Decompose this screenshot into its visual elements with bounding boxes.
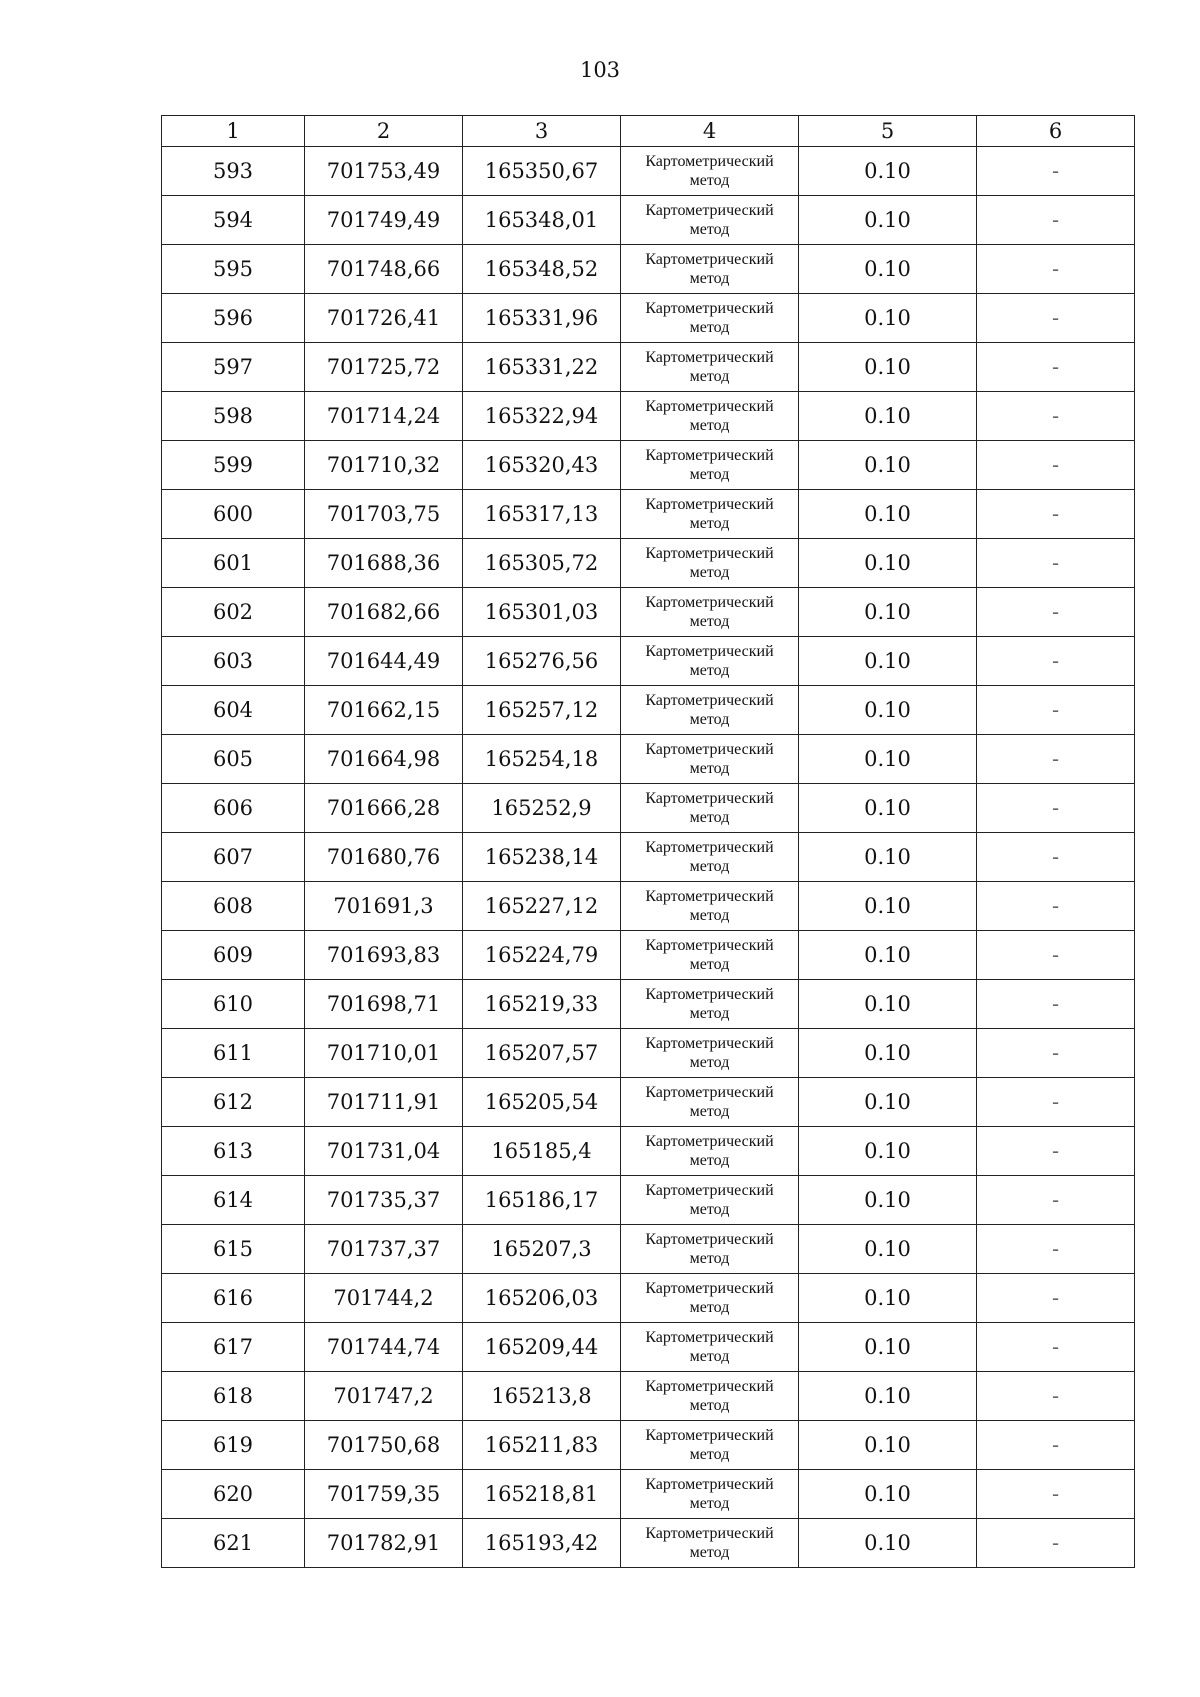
table-row — [162, 196, 1135, 245]
precision-cell: 0.10 — [799, 392, 977, 441]
note-cell: - — [977, 637, 1135, 686]
y-coordinate-cell: 165205,54 — [463, 1078, 621, 1127]
method-line1: Картометрический — [645, 1280, 774, 1297]
note-cell: - — [977, 686, 1135, 735]
point-number-cell: 610 — [162, 980, 305, 1029]
note-cell: - — [977, 490, 1135, 539]
method-line2: метод — [689, 466, 730, 483]
method-cell — [621, 392, 799, 441]
method-line2: метод — [689, 172, 730, 189]
method-line1: Картометрический — [645, 888, 774, 905]
note-cell: - — [977, 1519, 1135, 1568]
method-line2: метод — [689, 1250, 730, 1267]
note-cell: - — [977, 1225, 1135, 1274]
method-line2: метод — [689, 1103, 730, 1120]
y-coordinate-cell: 165218,81 — [463, 1470, 621, 1519]
method-cell — [621, 686, 799, 735]
table-row — [162, 980, 1135, 1029]
precision-cell: 0.10 — [799, 637, 977, 686]
point-number-cell: 621 — [162, 1519, 305, 1568]
table-row — [162, 1127, 1135, 1176]
y-coordinate-cell: 165193,42 — [463, 1519, 621, 1568]
note-cell: - — [977, 294, 1135, 343]
y-coordinate-cell: 165331,96 — [463, 294, 621, 343]
precision-cell: 0.10 — [799, 1421, 977, 1470]
precision-cell: 0.10 — [799, 1127, 977, 1176]
table-row — [162, 245, 1135, 294]
point-number-cell: 594 — [162, 196, 305, 245]
note-cell: - — [977, 882, 1135, 931]
method-line1: Картометрический — [645, 692, 774, 709]
precision-cell: 0.10 — [799, 245, 977, 294]
method-line1: Картометрический — [645, 349, 774, 366]
method-line1: Картометрический — [645, 1084, 774, 1101]
method-cell — [621, 1225, 799, 1274]
method-line1: Картометрический — [645, 1182, 774, 1199]
method-cell — [621, 1127, 799, 1176]
method-line2: метод — [689, 417, 730, 434]
precision-cell: 0.10 — [799, 196, 977, 245]
table-row — [162, 1470, 1135, 1519]
table-row — [162, 1029, 1135, 1078]
table-row — [162, 490, 1135, 539]
x-coordinate-cell: 701731,04 — [305, 1127, 463, 1176]
method-line2: метод — [689, 858, 730, 875]
x-coordinate-cell: 701748,66 — [305, 245, 463, 294]
table-row — [162, 392, 1135, 441]
method-cell — [621, 931, 799, 980]
precision-cell: 0.10 — [799, 588, 977, 637]
precision-cell: 0.10 — [799, 931, 977, 980]
x-coordinate-cell: 701662,15 — [305, 686, 463, 735]
table-row — [162, 539, 1135, 588]
point-number-cell: 612 — [162, 1078, 305, 1127]
y-coordinate-cell: 165322,94 — [463, 392, 621, 441]
table-row — [162, 931, 1135, 980]
method-line2: метод — [689, 1005, 730, 1022]
method-line2: метод — [689, 1348, 730, 1365]
table-row — [162, 882, 1135, 931]
note-cell: - — [977, 245, 1135, 294]
method-line1: Картометрический — [645, 937, 774, 954]
note-cell: - — [977, 1176, 1135, 1225]
y-coordinate-cell: 165213,8 — [463, 1372, 621, 1421]
method-cell — [621, 735, 799, 784]
method-cell — [621, 1470, 799, 1519]
method-line2: метод — [689, 711, 730, 728]
y-coordinate-cell: 165224,79 — [463, 931, 621, 980]
method-line1: Картометрический — [645, 398, 774, 415]
point-number-cell: 617 — [162, 1323, 305, 1372]
column-header: 6 — [977, 116, 1135, 147]
note-cell: - — [977, 1323, 1135, 1372]
y-coordinate-cell: 165257,12 — [463, 686, 621, 735]
point-number-cell: 606 — [162, 784, 305, 833]
x-coordinate-cell: 701698,71 — [305, 980, 463, 1029]
method-line2: метод — [689, 956, 730, 973]
method-cell — [621, 1029, 799, 1078]
point-number-cell: 613 — [162, 1127, 305, 1176]
precision-cell: 0.10 — [799, 441, 977, 490]
precision-cell: 0.10 — [799, 294, 977, 343]
y-coordinate-cell: 165305,72 — [463, 539, 621, 588]
method-cell — [621, 490, 799, 539]
point-number-cell: 600 — [162, 490, 305, 539]
x-coordinate-cell: 701703,75 — [305, 490, 463, 539]
method-line2: метод — [689, 1054, 730, 1071]
note-cell: - — [977, 441, 1135, 490]
x-coordinate-cell: 701744,2 — [305, 1274, 463, 1323]
x-coordinate-cell: 701693,83 — [305, 931, 463, 980]
note-cell: - — [977, 735, 1135, 784]
precision-cell: 0.10 — [799, 1372, 977, 1421]
method-line1: Картометрический — [645, 447, 774, 464]
precision-cell: 0.10 — [799, 1274, 977, 1323]
table-row — [162, 1323, 1135, 1372]
note-cell: - — [977, 1421, 1135, 1470]
column-header: 3 — [463, 116, 621, 147]
x-coordinate-cell: 701710,32 — [305, 441, 463, 490]
precision-cell: 0.10 — [799, 1470, 977, 1519]
precision-cell: 0.10 — [799, 980, 977, 1029]
method-line1: Картометрический — [645, 1476, 774, 1493]
method-line1: Картометрический — [645, 300, 774, 317]
point-number-cell: 616 — [162, 1274, 305, 1323]
method-line2: метод — [689, 662, 730, 679]
method-line2: метод — [689, 319, 730, 336]
y-coordinate-cell: 165211,83 — [463, 1421, 621, 1470]
note-cell: - — [977, 1078, 1135, 1127]
precision-cell: 0.10 — [799, 490, 977, 539]
table-row — [162, 735, 1135, 784]
note-cell: - — [977, 343, 1135, 392]
method-line1: Картометрический — [645, 1525, 774, 1542]
method-line2: метод — [689, 1299, 730, 1316]
method-cell — [621, 539, 799, 588]
method-line2: метод — [689, 1446, 730, 1463]
point-number-cell: 620 — [162, 1470, 305, 1519]
method-cell — [621, 637, 799, 686]
y-coordinate-cell: 165348,01 — [463, 196, 621, 245]
note-cell: - — [977, 1029, 1135, 1078]
method-cell — [621, 343, 799, 392]
precision-cell: 0.10 — [799, 784, 977, 833]
x-coordinate-cell: 701680,76 — [305, 833, 463, 882]
y-coordinate-cell: 165252,9 — [463, 784, 621, 833]
method-cell — [621, 588, 799, 637]
y-coordinate-cell: 165348,52 — [463, 245, 621, 294]
method-cell — [621, 1274, 799, 1323]
y-coordinate-cell: 165206,03 — [463, 1274, 621, 1323]
precision-cell: 0.10 — [799, 539, 977, 588]
method-line1: Картометрический — [645, 741, 774, 758]
method-line1: Картометрический — [645, 1231, 774, 1248]
x-coordinate-cell: 701688,36 — [305, 539, 463, 588]
precision-cell: 0.10 — [799, 735, 977, 784]
point-number-cell: 609 — [162, 931, 305, 980]
point-number-cell: 595 — [162, 245, 305, 294]
method-cell — [621, 1176, 799, 1225]
method-cell — [621, 882, 799, 931]
method-line1: Картометрический — [645, 1035, 774, 1052]
point-number-cell: 611 — [162, 1029, 305, 1078]
precision-cell: 0.10 — [799, 1078, 977, 1127]
note-cell: - — [977, 196, 1135, 245]
method-cell — [621, 784, 799, 833]
method-cell — [621, 245, 799, 294]
method-cell — [621, 294, 799, 343]
method-line2: метод — [689, 907, 730, 924]
y-coordinate-cell: 165320,43 — [463, 441, 621, 490]
x-coordinate-cell: 701782,91 — [305, 1519, 463, 1568]
precision-cell: 0.10 — [799, 1176, 977, 1225]
table-row — [162, 343, 1135, 392]
x-coordinate-cell: 701710,01 — [305, 1029, 463, 1078]
header-row — [162, 116, 1135, 147]
y-coordinate-cell: 165209,44 — [463, 1323, 621, 1372]
point-number-cell: 607 — [162, 833, 305, 882]
method-line1: Картометрический — [645, 1329, 774, 1346]
method-cell — [621, 1421, 799, 1470]
x-coordinate-cell: 701711,91 — [305, 1078, 463, 1127]
point-number-cell: 596 — [162, 294, 305, 343]
y-coordinate-cell: 165276,56 — [463, 637, 621, 686]
x-coordinate-cell: 701735,37 — [305, 1176, 463, 1225]
x-coordinate-cell: 701759,35 — [305, 1470, 463, 1519]
method-line2: метод — [689, 368, 730, 385]
table-row — [162, 637, 1135, 686]
x-coordinate-cell: 701726,41 — [305, 294, 463, 343]
x-coordinate-cell: 701753,49 — [305, 147, 463, 196]
precision-cell: 0.10 — [799, 833, 977, 882]
y-coordinate-cell: 165301,03 — [463, 588, 621, 637]
table-row — [162, 1519, 1135, 1568]
method-line1: Картометрический — [645, 545, 774, 562]
point-number-cell: 599 — [162, 441, 305, 490]
precision-cell: 0.10 — [799, 147, 977, 196]
method-line2: метод — [689, 1152, 730, 1169]
point-number-cell: 593 — [162, 147, 305, 196]
method-line1: Картометрический — [645, 153, 774, 170]
point-number-cell: 619 — [162, 1421, 305, 1470]
y-coordinate-cell: 165186,17 — [463, 1176, 621, 1225]
y-coordinate-cell: 165185,4 — [463, 1127, 621, 1176]
x-coordinate-cell: 701750,68 — [305, 1421, 463, 1470]
note-cell: - — [977, 1274, 1135, 1323]
x-coordinate-cell: 701744,74 — [305, 1323, 463, 1372]
point-number-cell: 614 — [162, 1176, 305, 1225]
table-row — [162, 1372, 1135, 1421]
x-coordinate-cell: 701666,28 — [305, 784, 463, 833]
column-header: 5 — [799, 116, 977, 147]
point-number-cell: 604 — [162, 686, 305, 735]
note-cell: - — [977, 784, 1135, 833]
precision-cell: 0.10 — [799, 686, 977, 735]
method-line2: метод — [689, 1495, 730, 1512]
precision-cell: 0.10 — [799, 882, 977, 931]
table-row — [162, 588, 1135, 637]
precision-cell: 0.10 — [799, 343, 977, 392]
method-cell — [621, 1519, 799, 1568]
table-row — [162, 1078, 1135, 1127]
method-line2: метод — [689, 564, 730, 581]
point-number-cell: 618 — [162, 1372, 305, 1421]
precision-cell: 0.10 — [799, 1519, 977, 1568]
note-cell: - — [977, 147, 1135, 196]
note-cell: - — [977, 833, 1135, 882]
point-number-cell: 598 — [162, 392, 305, 441]
y-coordinate-cell: 165207,3 — [463, 1225, 621, 1274]
method-line2: метод — [689, 221, 730, 238]
note-cell: - — [977, 1127, 1135, 1176]
method-line2: метод — [689, 809, 730, 826]
note-cell: - — [977, 539, 1135, 588]
point-number-cell: 603 — [162, 637, 305, 686]
method-line2: метод — [689, 613, 730, 630]
method-cell — [621, 196, 799, 245]
y-coordinate-cell: 165227,12 — [463, 882, 621, 931]
table-body — [162, 147, 1135, 1568]
method-cell — [621, 1372, 799, 1421]
x-coordinate-cell: 701737,37 — [305, 1225, 463, 1274]
method-line2: метод — [689, 515, 730, 532]
table-row — [162, 784, 1135, 833]
x-coordinate-cell: 701682,66 — [305, 588, 463, 637]
x-coordinate-cell: 701725,72 — [305, 343, 463, 392]
precision-cell: 0.10 — [799, 1323, 977, 1372]
table-row — [162, 441, 1135, 490]
method-line1: Картометрический — [645, 1133, 774, 1150]
table-row — [162, 294, 1135, 343]
y-coordinate-cell: 165238,14 — [463, 833, 621, 882]
x-coordinate-cell: 701747,2 — [305, 1372, 463, 1421]
method-line1: Картометрический — [645, 1427, 774, 1444]
precision-cell: 0.10 — [799, 1225, 977, 1274]
table-row — [162, 1421, 1135, 1470]
point-number-cell: 615 — [162, 1225, 305, 1274]
point-number-cell: 601 — [162, 539, 305, 588]
note-cell: - — [977, 588, 1135, 637]
y-coordinate-cell: 165254,18 — [463, 735, 621, 784]
method-line1: Картометрический — [645, 202, 774, 219]
table-row — [162, 833, 1135, 882]
table-row — [162, 1225, 1135, 1274]
y-coordinate-cell: 165350,67 — [463, 147, 621, 196]
method-cell — [621, 980, 799, 1029]
method-line2: метод — [689, 1201, 730, 1218]
method-line1: Картометрический — [645, 1378, 774, 1395]
method-cell — [621, 147, 799, 196]
x-coordinate-cell: 701749,49 — [305, 196, 463, 245]
table-row — [162, 147, 1135, 196]
y-coordinate-cell: 165331,22 — [463, 343, 621, 392]
column-header: 1 — [162, 116, 305, 147]
method-line1: Картометрический — [645, 251, 774, 268]
method-line1: Картометрический — [645, 839, 774, 856]
method-cell — [621, 441, 799, 490]
page-number: 103 — [579, 58, 621, 82]
method-line1: Картометрический — [645, 790, 774, 807]
method-line1: Картометрический — [645, 594, 774, 611]
x-coordinate-cell: 701664,98 — [305, 735, 463, 784]
point-number-cell: 602 — [162, 588, 305, 637]
method-line2: метод — [689, 1544, 730, 1561]
note-cell: - — [977, 1372, 1135, 1421]
method-cell — [621, 1078, 799, 1127]
y-coordinate-cell: 165207,57 — [463, 1029, 621, 1078]
coordinates-table — [161, 115, 1135, 1568]
x-coordinate-cell: 701714,24 — [305, 392, 463, 441]
table-row — [162, 686, 1135, 735]
method-line2: метод — [689, 270, 730, 287]
x-coordinate-cell: 701691,3 — [305, 882, 463, 931]
method-line2: метод — [689, 1397, 730, 1414]
column-header: 2 — [305, 116, 463, 147]
y-coordinate-cell: 165317,13 — [463, 490, 621, 539]
point-number-cell: 605 — [162, 735, 305, 784]
method-cell — [621, 833, 799, 882]
point-number-cell: 608 — [162, 882, 305, 931]
note-cell: - — [977, 931, 1135, 980]
table-row — [162, 1274, 1135, 1323]
precision-cell: 0.10 — [799, 1029, 977, 1078]
note-cell: - — [977, 1470, 1135, 1519]
method-line1: Картометрический — [645, 496, 774, 513]
note-cell: - — [977, 980, 1135, 1029]
method-line2: метод — [689, 760, 730, 777]
x-coordinate-cell: 701644,49 — [305, 637, 463, 686]
y-coordinate-cell: 165219,33 — [463, 980, 621, 1029]
table-row — [162, 1176, 1135, 1225]
method-cell — [621, 1323, 799, 1372]
method-line1: Картометрический — [645, 986, 774, 1003]
column-header: 4 — [621, 116, 799, 147]
method-line1: Картометрический — [645, 643, 774, 660]
point-number-cell: 597 — [162, 343, 305, 392]
note-cell: - — [977, 392, 1135, 441]
